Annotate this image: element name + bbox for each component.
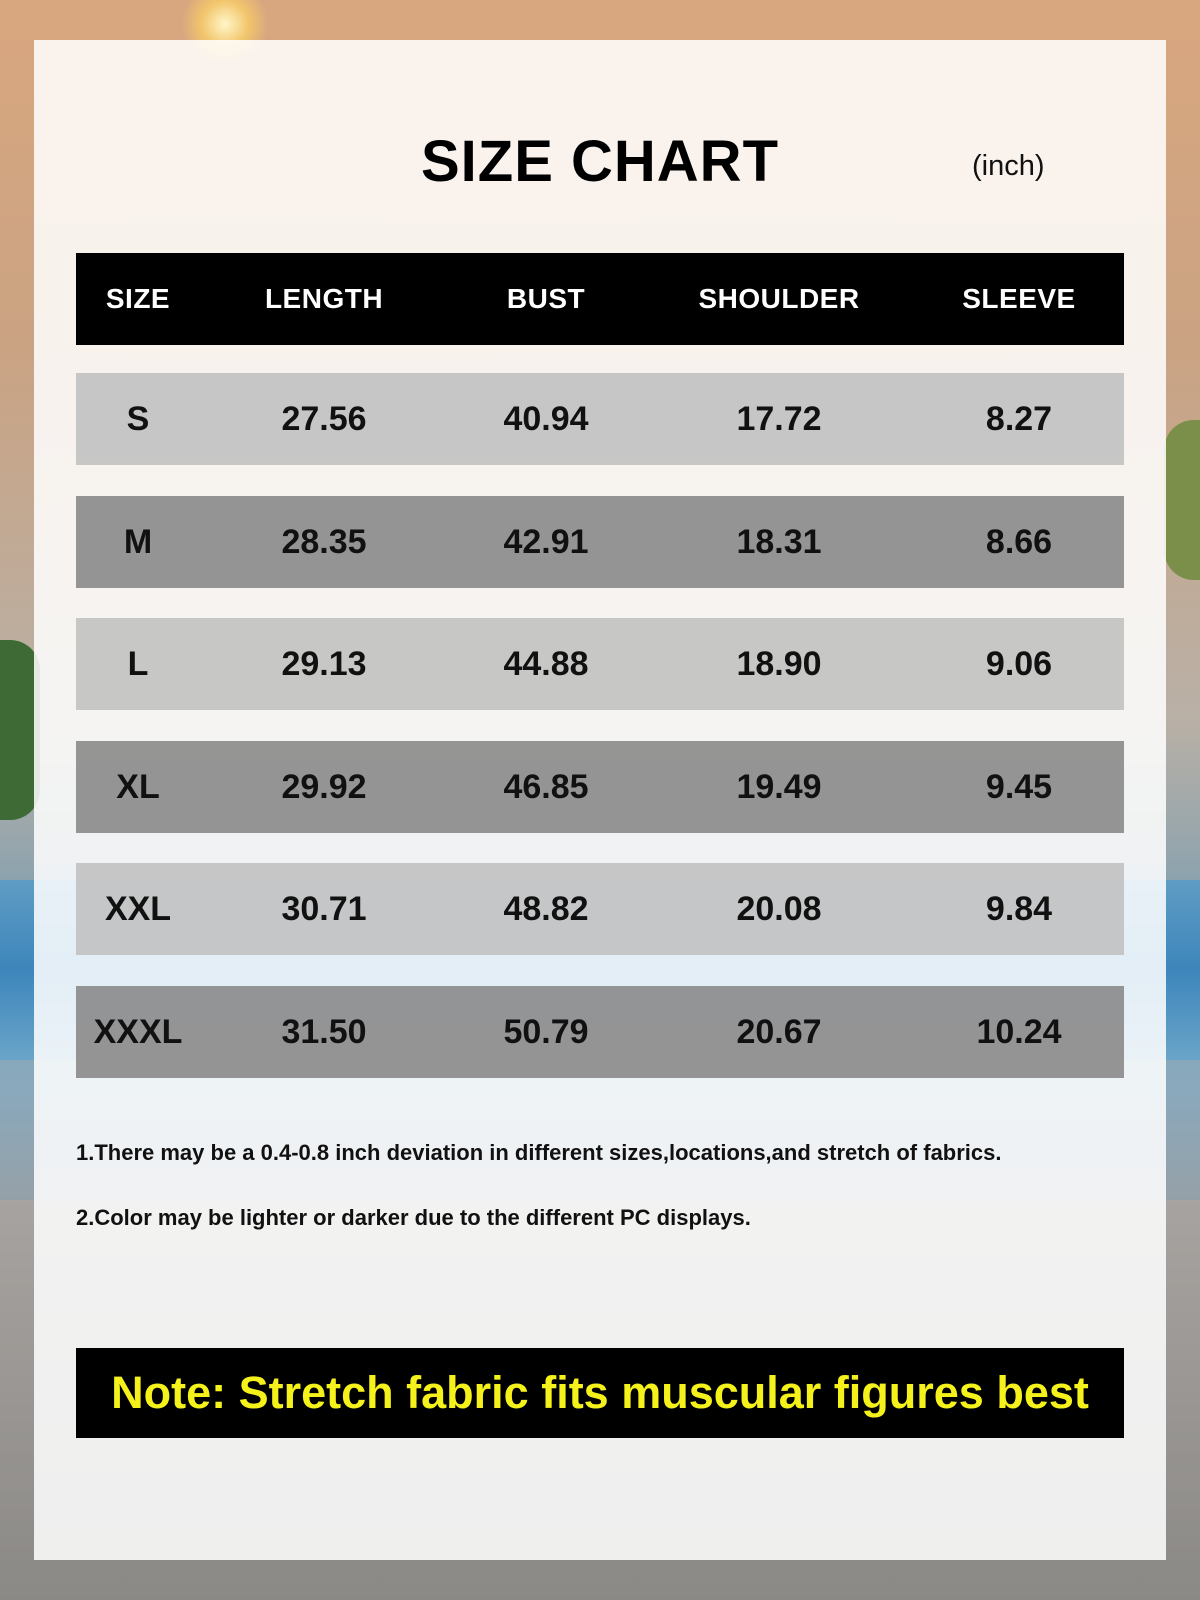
cell-sleeve: 9.45 bbox=[985, 768, 1053, 806]
cell-shoulder: 19.49 bbox=[736, 768, 822, 806]
cell-size: L bbox=[127, 645, 149, 683]
cell-size: XXXL bbox=[93, 1013, 183, 1051]
stretch-fabric-banner: Note: Stretch fabric fits muscular figures best bbox=[76, 1348, 1124, 1438]
cell-size: S bbox=[126, 400, 150, 438]
table-row bbox=[76, 618, 1124, 710]
table-row bbox=[76, 986, 1124, 1078]
cell-length: 31.50 bbox=[281, 1013, 367, 1051]
note-color: 2.Color may be lighter or darker due to the different PC displays. bbox=[76, 1205, 751, 1230]
cell-bust: 40.94 bbox=[503, 400, 589, 438]
cell-shoulder: 20.08 bbox=[736, 890, 822, 928]
table-row bbox=[76, 741, 1124, 833]
cell-length: 29.13 bbox=[281, 645, 367, 683]
cell-sleeve: 8.27 bbox=[985, 400, 1053, 438]
cell-bust: 46.85 bbox=[503, 768, 589, 806]
unit-label: (inch) bbox=[972, 150, 1045, 182]
cell-sleeve: 9.06 bbox=[985, 645, 1053, 683]
table-header bbox=[76, 253, 1124, 345]
cell-size: XXL bbox=[104, 890, 172, 928]
header-sleeve: SLEEVE bbox=[962, 283, 1076, 314]
header-size: SIZE bbox=[105, 283, 171, 314]
cell-bust: 48.82 bbox=[503, 890, 589, 928]
cell-bust: 44.88 bbox=[503, 645, 589, 683]
cell-length: 28.35 bbox=[281, 523, 367, 561]
cell-sleeve: 9.84 bbox=[985, 890, 1053, 928]
table-row bbox=[76, 496, 1124, 588]
cell-length: 27.56 bbox=[281, 400, 367, 438]
cell-size: XL bbox=[116, 768, 160, 806]
header-bust: BUST bbox=[506, 283, 586, 314]
header-shoulder: SHOULDER bbox=[698, 283, 860, 314]
cell-shoulder: 17.72 bbox=[736, 400, 822, 438]
table-row bbox=[76, 373, 1124, 465]
background-plant-right bbox=[1164, 420, 1200, 580]
cell-sleeve: 8.66 bbox=[985, 523, 1053, 561]
table-row bbox=[76, 863, 1124, 955]
cell-shoulder: 20.67 bbox=[736, 1013, 822, 1051]
cell-bust: 50.79 bbox=[503, 1013, 589, 1051]
page-title: SIZE CHART bbox=[421, 129, 779, 194]
cell-shoulder: 18.90 bbox=[736, 645, 822, 683]
cell-length: 29.92 bbox=[281, 768, 367, 806]
note-deviation: 1.There may be a 0.4-0.8 inch deviation in different sizes,locations,and stretch of fabrics. bbox=[76, 1140, 1002, 1165]
cell-size: M bbox=[123, 523, 153, 561]
header-length: LENGTH bbox=[264, 283, 384, 314]
cell-bust: 42.91 bbox=[503, 523, 589, 561]
cell-length: 30.71 bbox=[281, 890, 367, 928]
cell-shoulder: 18.31 bbox=[736, 523, 822, 561]
cell-sleeve: 10.24 bbox=[976, 1013, 1062, 1051]
